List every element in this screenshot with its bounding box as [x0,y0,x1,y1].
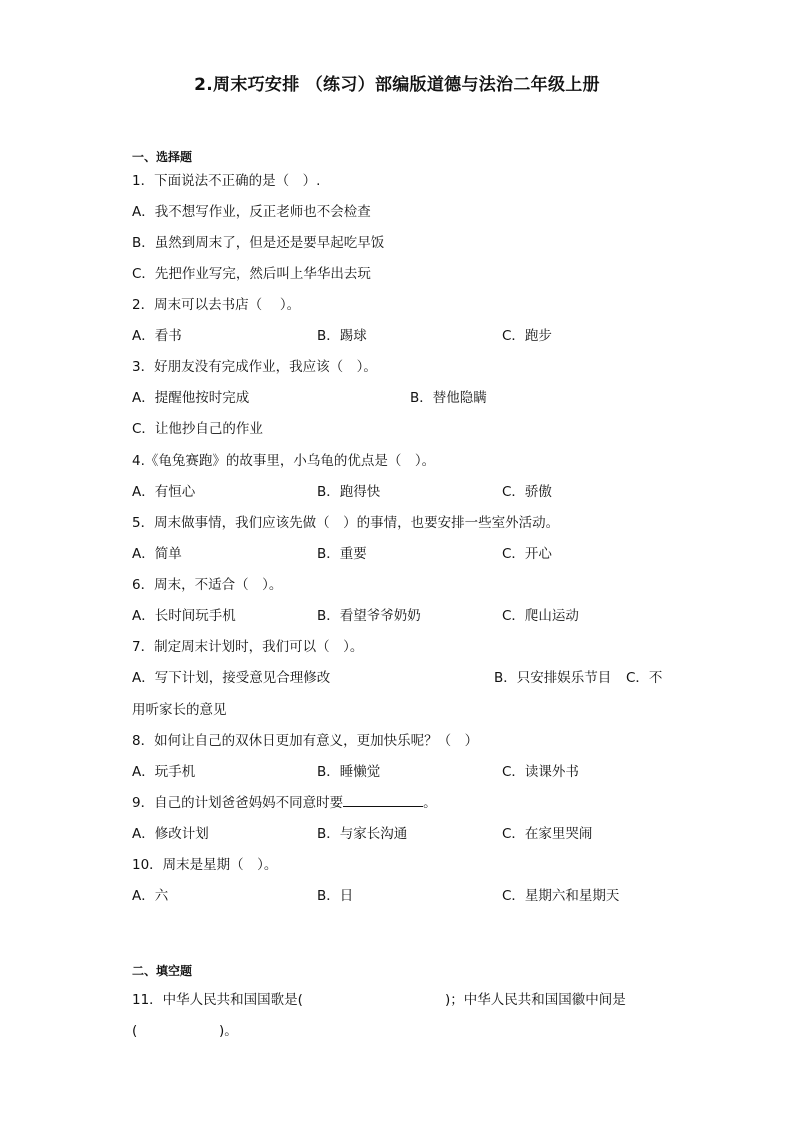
question-8-option-c: C．读课外书 [502,764,579,780]
question-7-option-c: C．不 [626,670,663,686]
question-9-option-a: A．修改计划 [132,826,209,842]
question-9-answer-blank[interactable] [343,794,423,807]
question-7-stem: 7．制定周末计划时，我们可以（ ）。 [132,639,364,655]
question-5-option-b: B．重要 [317,546,367,562]
question-9-stem-end: 。 [423,795,437,811]
question-6-option-c: C．爬山运动 [502,608,579,624]
question-10-option-b: B．日 [317,888,354,904]
question-4-stem: 4.《龟兔赛跑》的故事里，小乌龟的优点是（ ）。 [132,453,436,469]
question-5-option-c: C．开心 [502,546,552,562]
section-heading-fill: 二、填空题 [132,964,193,978]
question-2-option-b: B．踢球 [317,328,367,344]
question-11-line2-start: ( [132,1023,138,1039]
question-6-option-a: A．长时间玩手机 [132,608,236,624]
question-8-option-b: B．睡懒觉 [317,764,381,780]
question-3-stem: 3．好朋友没有完成作业，我应该（ ）。 [132,359,377,375]
question-11-line1-end: )；中华人民共和国国徽中间是 [445,992,626,1008]
question-4-option-a: A．有恒心 [132,484,196,500]
question-2-option-a: A．看书 [132,328,182,344]
page-title: 2.周末巧安排 （练习）部编版道德与法治二年级上册 [194,75,600,95]
question-2-stem: 2．周末可以去书店（ ）。 [132,297,301,313]
question-1-option-c: C．先把作业写完，然后叫上华华出去玩 [132,266,371,282]
question-7-option-c-continuation: 用听家长的意见 [132,702,227,718]
question-8-stem: 8．如何让自己的双休日更加有意义，更加快乐呢？（ ） [132,733,479,749]
section-heading-choice: 一、选择题 [132,150,193,164]
question-4-option-c: C．骄傲 [502,484,552,500]
question-5-stem: 5．周末做事情，我们应该先做（ ）的事情，也要安排一些室外活动。 [132,515,560,531]
question-3-option-c: C．让他抄自己的作业 [132,421,263,437]
question-6-option-b: B．看望爷爷奶奶 [317,608,421,624]
question-9-stem-text: 9．自己的计划爸爸妈妈不同意时要 [132,795,344,811]
question-11-line1-start: 11．中华人民共和国国歌是( [132,992,303,1008]
question-1-stem: 1．下面说法不正确的是（ ）. [132,173,321,189]
question-2-option-c: C．跑步 [502,328,552,344]
question-7-option-a: A．写下计划，接受意见合理修改 [132,670,331,686]
question-4-option-b: B．跑得快 [317,484,381,500]
question-9-option-c: C．在家里哭闹 [502,826,593,842]
question-3-option-b: B．替他隐瞒 [410,390,487,406]
question-11-line2-end: )。 [219,1023,238,1039]
question-7-option-b: B．只安排娱乐节目 [494,670,612,686]
question-10-stem: 10．周末是星期（ ）。 [132,857,278,873]
question-3-option-a: A．提醒他按时完成 [132,390,250,406]
question-9-option-b: B．与家长沟通 [317,826,408,842]
question-8-option-a: A．玩手机 [132,764,196,780]
question-6-stem: 6．周末，不适合（ ）。 [132,577,283,593]
question-1-option-a: A．我不想写作业，反正老师也不会检查 [132,204,371,220]
question-9-stem [132,794,437,812]
question-10-option-a: A．六 [132,888,169,904]
question-10-option-c: C．星期六和星期天 [502,888,620,904]
question-1-option-b: B．虽然到周末了，但是还是要早起吃早饭 [132,235,385,251]
question-5-option-a: A．简单 [132,546,182,562]
